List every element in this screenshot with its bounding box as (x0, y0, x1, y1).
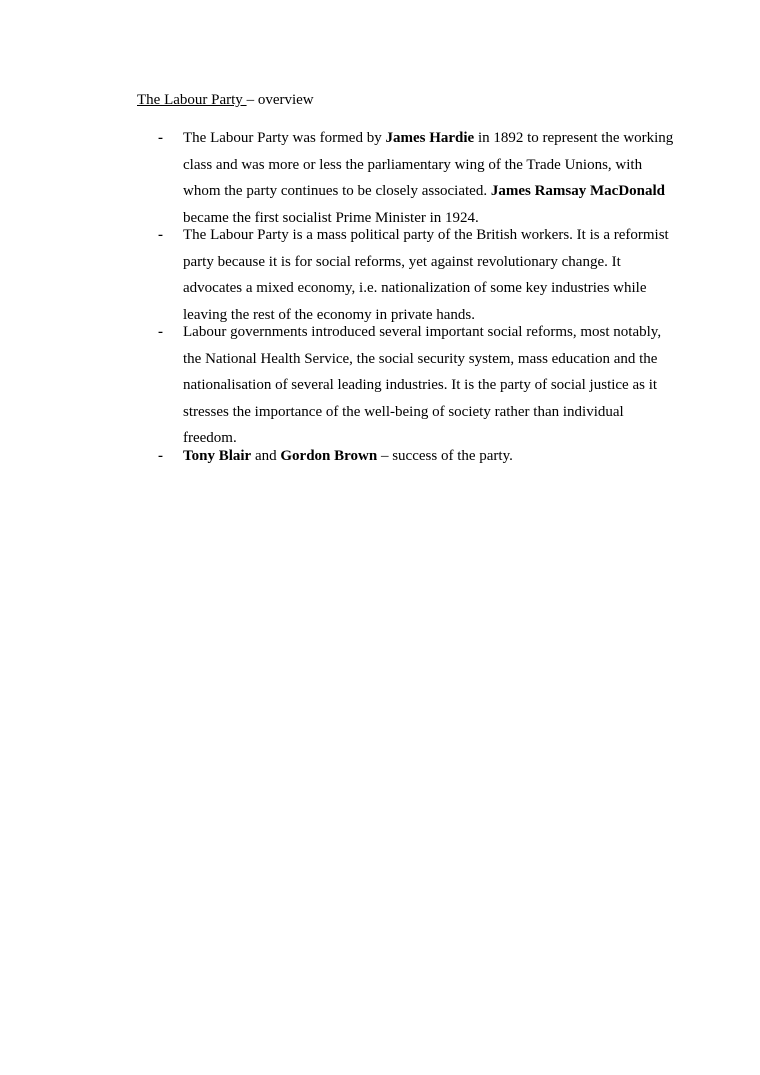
list-item-text (183, 227, 669, 323)
list-item (137, 443, 677, 470)
bold-name: James Ramsay MacDonald (490, 183, 665, 199)
list-item (137, 319, 677, 446)
title-underlined-text: The Labour Party (137, 92, 247, 108)
text-run: and (251, 448, 281, 464)
text-run: – success of the party. (377, 448, 513, 464)
text-run: in 1892 to represent the working class and was more or less the parliamentary wing of the Trade Unions, with whom the party continues to be closely associated. (183, 130, 674, 199)
bullet-dash: - (158, 227, 163, 243)
text-run: Labour governments introduced several important social reforms, most notably, the National Health Service, the social security system, mass education and the nationalisation of several leading industries. It is the party of social justice as it stresses the importance of the well-being of society rather than individual freedom. (183, 324, 662, 446)
text-run: became the first socialist Prime Minister in 1924. (183, 209, 479, 226)
bold-name: James Hardie (385, 130, 475, 146)
list-item (137, 222, 677, 323)
bold-name: Tony Blair (183, 448, 252, 464)
title-suffix-text: – overview (246, 92, 314, 108)
list-item (137, 125, 677, 226)
bullet-list (137, 125, 677, 470)
bullet-dash: - (158, 448, 163, 464)
list-item-text (183, 448, 513, 464)
list-item-text (183, 130, 673, 226)
bold-name: Gordon Brown (280, 448, 378, 464)
bullet-dash: - (158, 324, 163, 340)
text-run: The Labour Party was formed by (183, 130, 386, 146)
text-run: The Labour Party is a mass political party of the British workers. It is a reformist party because it is for social reforms, yet against revolutionary change. It advocates a mixed economy, i.e. nationalization of some key industries while leaving the rest of the economy in private hands. (183, 227, 669, 323)
bullet-dash: - (158, 130, 163, 146)
list-item-text (183, 324, 661, 446)
page-title (137, 90, 314, 110)
